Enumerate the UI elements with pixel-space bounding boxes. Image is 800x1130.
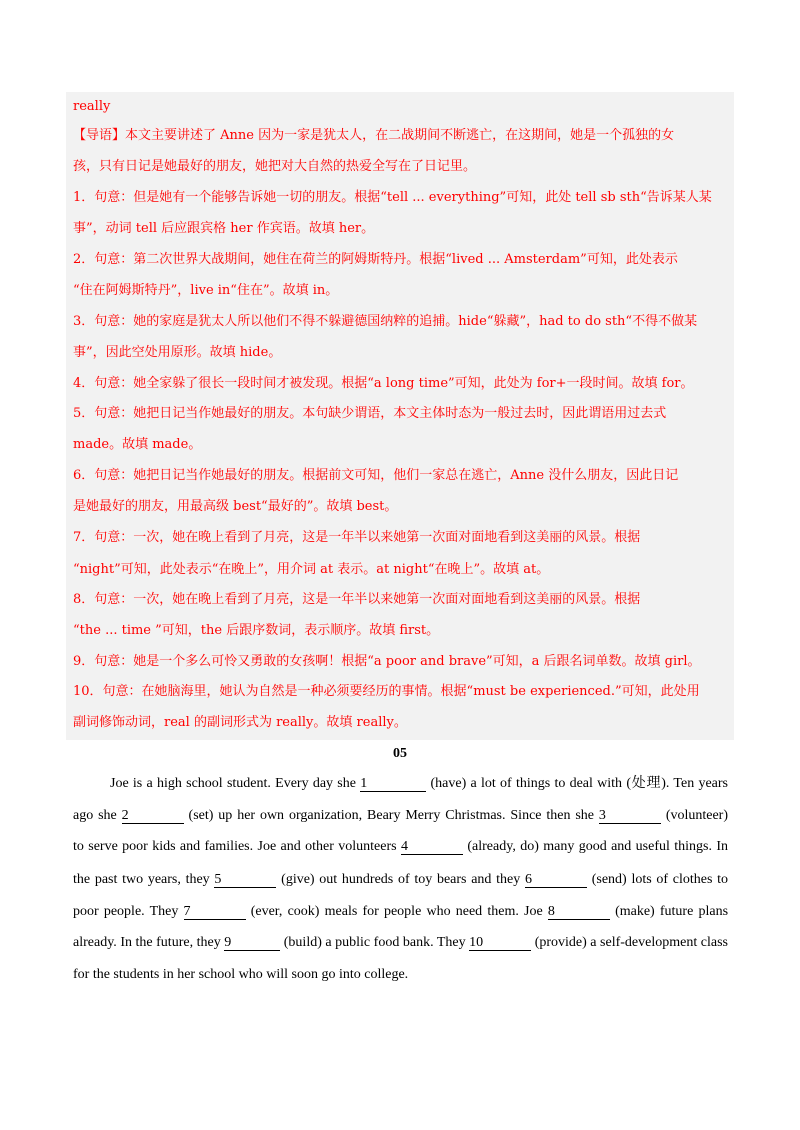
passage-text: for the students in her school who will soon go into college. (73, 967, 409, 982)
blank-3[interactable]: 3 (599, 809, 661, 824)
answer-line: 是她最好的朋友，用最高级 best“最好的”。故填 best。 (73, 499, 398, 514)
answer-line: 3．句意：她的家庭是犹太人所以他们不得不躲避德国纳粹的追捕。hide“躲藏”，had to do sth“不得不做某 (73, 314, 698, 329)
blank-1[interactable]: 1 (360, 777, 426, 792)
passage-text: (provide) a self-development class (534, 935, 728, 950)
blank-9[interactable]: 9 (224, 936, 280, 951)
passage-text: the past two years, they (73, 872, 210, 887)
answer-line: really (73, 99, 111, 114)
answer-line: 【导语】本文主要讲述了 Anne 因为一家是犹太人，在二战期间不断逃亡，在这期间，她是一个孤独的女 (73, 128, 675, 143)
answer-line: 8．句意：一次，她在晚上看到了月亮，这是一年半以来她第一次面对面地看到这美丽的风景。根据 (73, 592, 641, 607)
passage-text: (volunteer) (665, 808, 729, 823)
blank-6[interactable]: 6 (525, 873, 587, 888)
answer-line: 孩，只有日记是她最好的朋友，她把对大自然的热爱全写在了日记里。 (73, 159, 477, 174)
passage-line (73, 807, 728, 825)
blank-10[interactable]: 10 (469, 936, 531, 951)
passage-text: (have) a lot of things to deal with (处理). Ten years (430, 776, 729, 791)
passage-line (73, 934, 728, 952)
passage-line (73, 903, 728, 921)
blank-8[interactable]: 8 (548, 905, 610, 920)
passage-line (73, 775, 728, 793)
answer-line: 9．句意：她是一个多么可怜又勇敢的女孩啊！根据“a poor and brave”可知，a 后跟名词单数。故填 girl。 (73, 654, 701, 669)
passage-text: (give) out hundreds of toy bears and they (281, 872, 521, 887)
answer-line: 副词修饰动词，real 的副词形式为 really。故填 really。 (73, 715, 407, 730)
answer-line: 6．句意：她把日记当作她最好的朋友。根据前文可知，他们一家总在逃亡，Anne 没什么朋友，因此日记 (73, 468, 679, 483)
answer-line: 事”，动词 tell 后应跟宾格 her 作宾语。故填 her。 (73, 221, 375, 236)
passage-text: (ever, cook) meals for people who need them. Joe (250, 904, 543, 919)
passage-text: already. In the future, they (73, 935, 221, 950)
answer-line: “the ... time ”可知，the 后跟序数词，表示顺序。故填 first。 (73, 623, 440, 638)
answer-line: made。故填 made。 (73, 437, 202, 452)
passage-text: (set) up her own organization, Beary Merry Christmas. Since then she (188, 808, 595, 823)
answer-line: 7．句意：一次，她在晚上看到了月亮，这是一年半以来她第一次面对面地看到这美丽的风景。根据 (73, 530, 641, 545)
section-number: 05 (393, 746, 407, 761)
answer-line: 1．句意：但是她有一个能够告诉她一切的朋友。根据“tell ... everything”可知，此处 tell sb sth“告诉某人某 (73, 190, 712, 205)
answer-line: 5．句意：她把日记当作她最好的朋友。本句缺少谓语，本文主体时态为一般过去时，因此谓语用过去式 (73, 406, 667, 421)
passage-text: (build) a public food bank. They (283, 935, 466, 950)
answer-line: 10．句意：在她脑海里，她认为自然是一种必须要经历的事情。根据“must be experienced.”可知，此处用 (73, 684, 700, 699)
passage-text: poor people. They (73, 904, 179, 919)
blank-4[interactable]: 4 (401, 840, 463, 855)
passage-text: (make) future plans (615, 904, 729, 919)
blank-5[interactable]: 5 (214, 873, 276, 888)
answer-line: 4．句意：她全家躲了很长一段时间才被发现。根据“a long time”可知，此处为 for+一段时间。故填 for。 (73, 376, 694, 391)
passage-text: (already, do) many good and useful things. In (467, 839, 729, 854)
answer-line: 事”，因此空处用原形。故填 hide。 (73, 345, 282, 360)
passage-line (73, 838, 728, 856)
blank-2[interactable]: 2 (122, 809, 184, 824)
passage-line (73, 966, 728, 984)
blank-7[interactable]: 7 (184, 905, 246, 920)
passage-line (73, 871, 728, 889)
passage-text: ago she (73, 808, 117, 823)
passage-text: (send) lots of clothes to (591, 872, 729, 887)
passage-text: Joe is a high school student. Every day she (110, 776, 356, 791)
answer-line: 2．句意：第二次世界大战期间，她住在荷兰的阿姆斯特丹。根据“lived ... Amsterdam”可知，此处表示 (73, 252, 678, 267)
answer-line: “night”可知，此处表示“在晚上”，用介词 at 表示。at night“在晚上”。故填 at。 (73, 562, 550, 577)
passage-text: to serve poor kids and families. Joe and other volunteers (73, 839, 397, 854)
answer-line: “住在阿姆斯特丹”，live in“住在”。故填 in。 (73, 283, 339, 298)
